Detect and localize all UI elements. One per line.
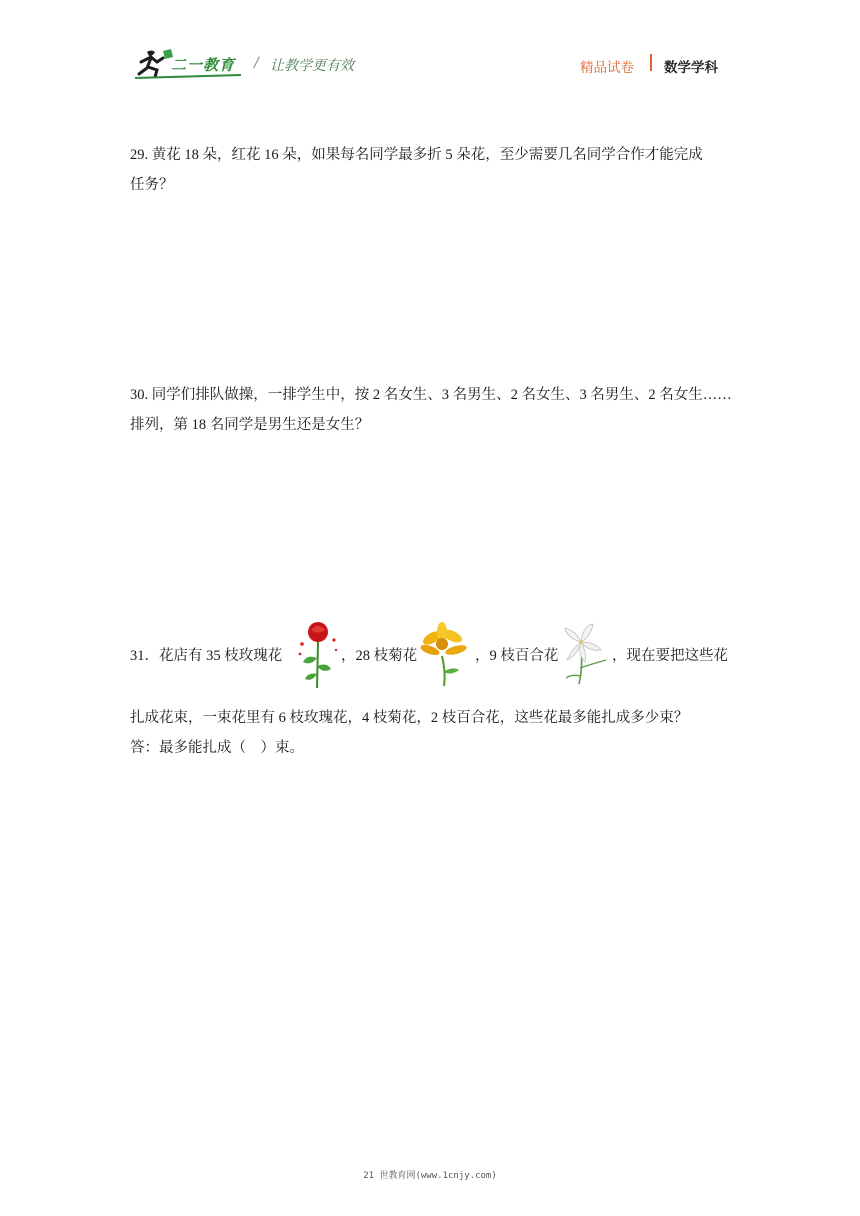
slogan-separator: / (254, 55, 259, 71)
question-31-answer-line: 答：最多能扎成（ ）束。 (130, 740, 304, 756)
question-29-line-2: 任务？ (130, 177, 174, 193)
question-30-line-1: 30. 同学们排队做操，一排学生中，按 2 名女生、3 名男生、2 名女生、3 名男生、2 名女生…… (130, 387, 732, 403)
page-footer: 21 世教育网(www.1cnjy.com) (363, 1171, 497, 1181)
question-31-line-1-seg-4: ，现在要把这些花 (612, 648, 728, 664)
lily-icon (561, 622, 611, 686)
logo-text: 二一教育 (171, 56, 236, 74)
header-divider (650, 54, 652, 71)
question-29 (130, 140, 740, 200)
rose-icon (296, 618, 340, 690)
header-label-premium: 精品试卷 (580, 60, 634, 76)
question-31-rest (130, 703, 750, 763)
question-31-line-1-seg-2: ，28 枝菊花 (341, 648, 418, 664)
chrysanthemum-icon (418, 622, 470, 688)
question-29-line-1: 29. 黄花 18 朵，红花 16 朵，如果每名同学最多折 5 朵花，至少需要几名同学合作才能完成 (130, 147, 703, 163)
page-header (0, 0, 860, 100)
header-label-subject: 数学学科 (664, 60, 718, 76)
question-31-line-1-seg-3: ，9 枝百合花 (475, 648, 559, 664)
slogan: 让教学更有效 (270, 58, 354, 74)
question-30 (130, 380, 750, 440)
question-31-line-2: 扎成花束，一束花里有 6 枝玫瑰花，4 枝菊花，2 枝百合花，这些花最多能扎成多少束？ (130, 710, 689, 726)
question-31-line-1-seg-1: 31．花店有 35 枝玫瑰花 (130, 648, 283, 664)
question-30-line-2: 排列，第 18 名同学是男生还是女生？ (130, 417, 370, 433)
